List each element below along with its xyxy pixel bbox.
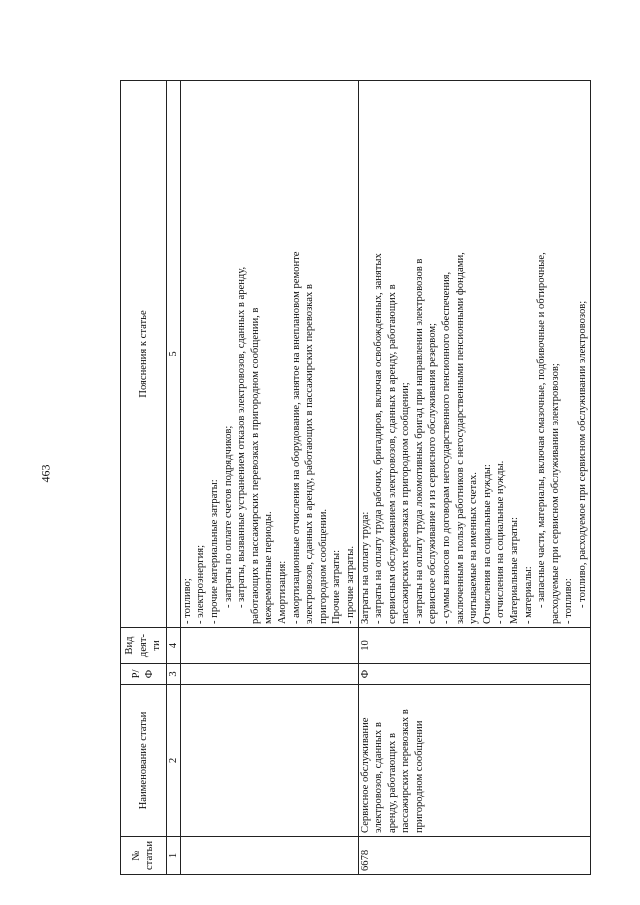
cost-items-table [120,80,591,875]
explanation-line: расходуемые при сервисном обслуживании электровозов; [549,363,561,624]
column-number: 1 [166,837,180,875]
rotated-page-content [120,80,595,875]
column-number-row [166,81,180,875]
item-name-cell [180,685,358,837]
header-explanation: Пояснения к статье [121,81,167,628]
explanation-line: - материалы: [522,566,534,624]
explanation-line: электровозов, сданных в аренду, работающих в пассажирских перевозках в [304,284,316,624]
explanation-line: пригородном сообщении. [317,508,329,624]
rf-cell [180,664,358,685]
explanation-line: - топливо; [181,578,193,624]
rf-cell: Ф [358,664,590,685]
explanation-line: - отчисления на социальные нужды. [495,460,507,624]
explanation-line: Материальные затраты: [509,517,521,624]
page-number: 463 [38,464,53,483]
item-name-line: электровозов, сданных в [373,722,385,833]
item-name-line: пригородном сообщении [413,720,425,833]
column-number: 2 [166,685,180,837]
explanation-line: учитываемые на именных счетах. [468,472,480,624]
explanation-line: Амортизация: [276,560,288,624]
explanation-cell [180,81,358,628]
header-rf: Р/ Ф [121,664,167,685]
explanation-line: работающих в пассажирских перевозках в пригородном сообщении, в [249,307,261,624]
table-row [358,81,590,875]
explanation-line: Прочие затраты: [331,549,343,624]
explanation-line: сервисным обслуживанием электровозов, сданных в аренду, работающих в [386,284,398,624]
explanation-line: - прочие затраты. [344,545,356,624]
header-activity-type: Вид деят-ти [121,628,167,664]
activity-cell [180,628,358,664]
explanation-line: - электроэнергия; [195,544,207,624]
item-name-line: Сервисное обслуживание [359,717,371,833]
explanation-cell [358,81,590,628]
activity-cell: 10 [358,628,590,664]
explanation-line: - затраты по оплате счетов подрядчиков; [222,425,234,608]
explanation-line: - затраты на оплату труда рабочих, бригадиров, включая освобожденных, занятых [373,253,385,624]
explanation-line: - амортизационные отчисления на оборудование, занятое на внеплановом ремонте [290,251,302,624]
column-number: 5 [166,81,180,628]
explanation-line: - прочие материальные затраты: [208,479,220,624]
header-item-name: Наименование статьи [121,685,167,837]
item-name-line: аренду, работающих в [386,733,398,833]
item-name-cell [358,685,590,837]
column-number: 3 [166,664,180,685]
explanation-line: Затраты на оплату труда: [359,511,371,624]
explanation-line: - суммы взносов по договорам негосударственного пенсионного обеспечения, [441,271,453,624]
table-row [180,81,358,875]
explanation-line: межремонтные периоды. [263,511,275,624]
explanation-line: пассажирских перевозках в пригородном сообщении; [400,382,412,624]
item-number-cell: 6678 [358,837,590,875]
column-number: 4 [166,628,180,664]
item-name-line: пассажирских перевозках в [400,709,412,833]
header-item-number: № статьи [121,837,167,875]
explanation-line: Отчисления на социальные нужды: [481,464,493,624]
explanation-line: - топливо: [563,578,575,624]
explanation-line: сервисное обслуживание и из сервисного обслуживания резервом; [427,323,439,624]
explanation-line: - запасные части, материалы, включая смазочные, подбивочные и обтирочные, [536,252,548,608]
table-header-row [121,81,167,875]
explanation-line: - затраты, вызванные устранением отказов электровозов, сданных в аренду, [236,266,248,608]
explanation-line: - топливо, расходуемое при сервисном обслуживании электровозов; [577,300,588,608]
item-number-cell [180,837,358,875]
explanation-line: заключенным в пользу работников с негосударственными пенсионными фондами, [454,252,466,624]
explanation-line: - затраты на оплату труда локомотивных бригад при направлении электровозов в [413,258,425,624]
